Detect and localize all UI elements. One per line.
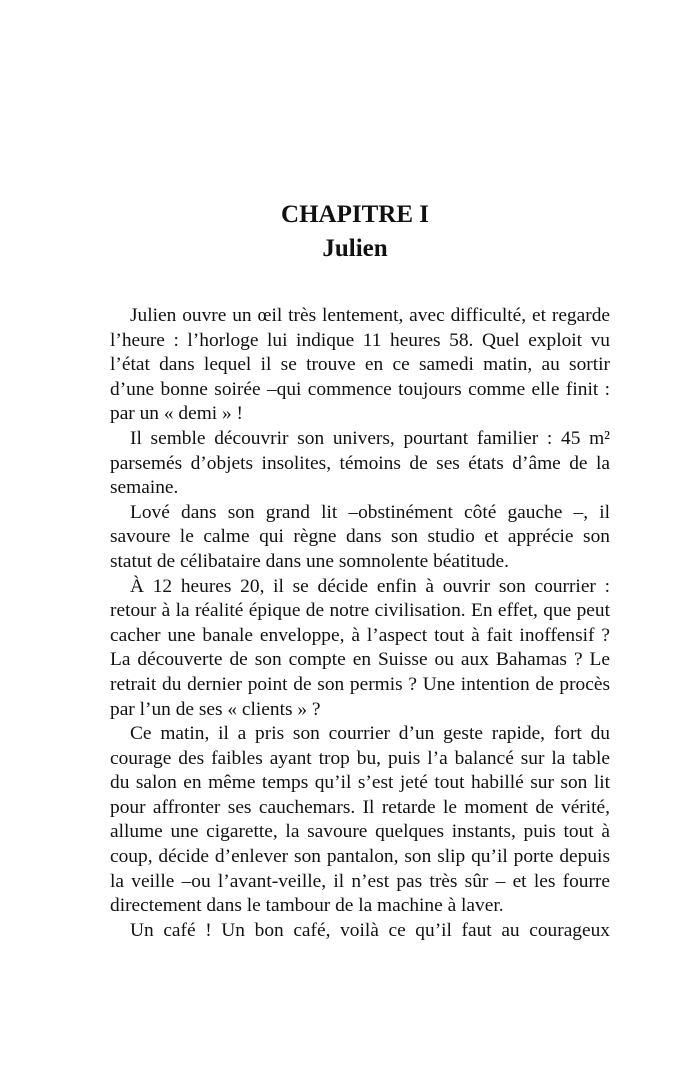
chapter-title: Julien xyxy=(322,235,388,262)
chapter-heading xyxy=(0,198,700,266)
paragraph-continued: Un café ! Un bon café, voilà ce qu’il faut au courageux xyxy=(130,919,610,941)
paragraph: Julien ouvre un œil très lentement, avec difficulté, et regarde l’heure : l’horloge lui indique 11 heures 58. Quel exploit vu l’état dans lequel il se trouve en ce samedi matin, au sortir d’une bonne soirée –qui commence toujours comme elle finit : par un « demi » ! xyxy=(110,305,610,425)
paragraph: Lové dans son grand lit –obstinément côté gauche –, il savoure le calme qui règne dans son studio et apprécie son statut de célibataire dans une somnolente béatitude. xyxy=(110,501,610,572)
chapter-body xyxy=(110,304,610,943)
paragraph: À 12 heures 20, il se décide enfin à ouvrir son courrier : retour à la réalité épique de notre civilisation. En effet, que peut cacher une banale enveloppe, à l’aspect tout à fait inoffensif ? La découverte de son compte en Suisse ou aux Bahamas ? Le retrait du dernier point de son permis ? Une intention de procès par l’un de ses « clients » ? xyxy=(110,575,610,720)
paragraph: Il semble découvrir son univers, pourtant familier : 45 m² parsemés d’objets insolites, témoins de ses états d’âme de la semaine. xyxy=(110,427,610,499)
paragraph: Ce matin, il a pris son courrier d’un geste rapide, fort du courage des faibles ayant trop bu, puis l’a balancé sur la table du salon en même temps qu’il s’est jeté tout habillé sur son lit pour affronter ses cauchemars. Il retarde le moment de vérité, allume une cigarette, la savoure quelques instants, puis tout à coup, décide d’enlever son pantalon, son slip qu’il porte depuis la veille –ou l’avant-veille, il n’est pas très sûr – et les fourre directement dans le tambour de la machine à laver. xyxy=(110,723,610,917)
chapter-number: CHAPITRE I xyxy=(281,201,429,228)
